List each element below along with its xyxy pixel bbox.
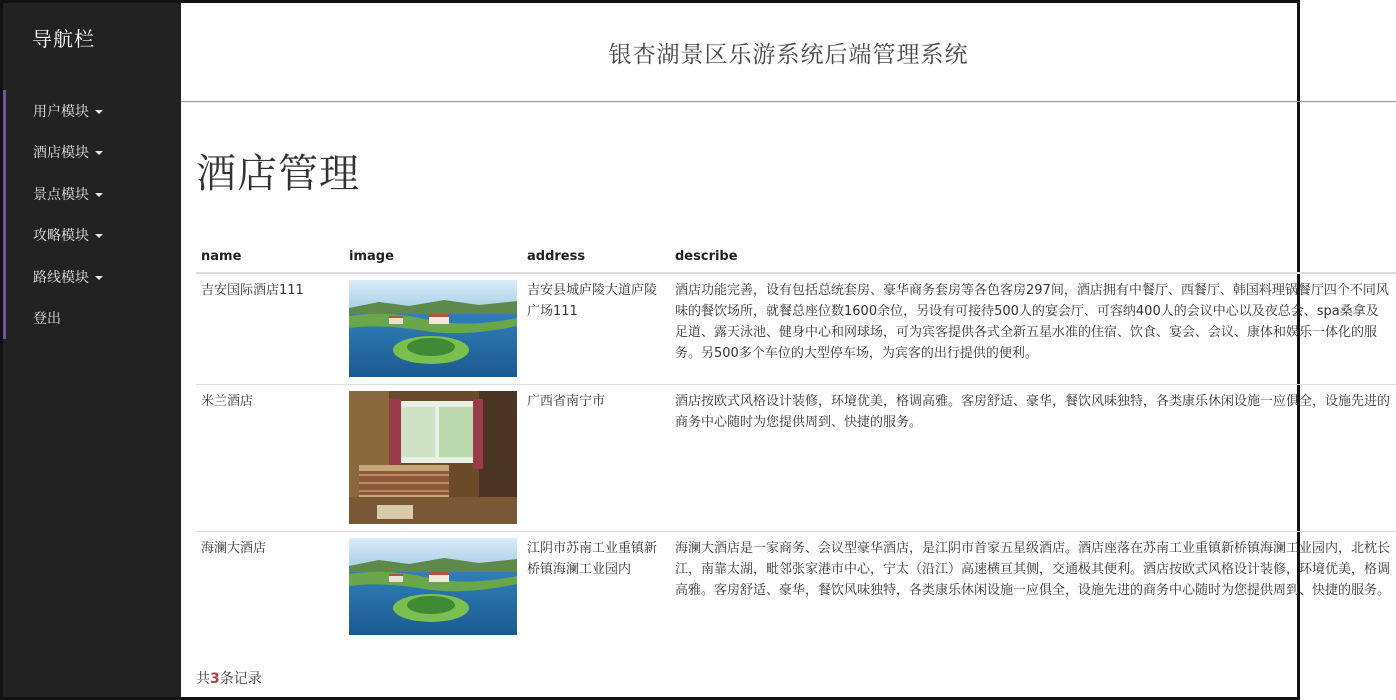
hotel-table-wrapper — [196, 245, 1396, 642]
sidebar — [3, 3, 181, 697]
lake-resort-photo — [349, 280, 517, 377]
sidebar-item-label: 登出 — [33, 311, 61, 328]
main-content — [181, 3, 1396, 697]
table-row — [196, 532, 1396, 643]
hotel-address: 江阴市苏南工业重镇新桥镇海澜工业园内 — [522, 532, 670, 643]
sidebar-item-hotel-module[interactable] — [6, 132, 181, 174]
sidebar-item-label: 景点模块 — [33, 186, 89, 203]
app-title: 银杏湖景区乐游系统后端管理系统 — [608, 41, 969, 68]
sidebar-title: 导航栏 — [32, 27, 95, 51]
sidebar-item-label: 攻略模块 — [33, 228, 89, 245]
hotel-table — [196, 245, 1396, 642]
lake-resort-photo — [349, 538, 517, 635]
record-count-prefix: 共 — [196, 671, 210, 687]
record-count — [196, 668, 1396, 688]
sidebar-item-logout[interactable] — [6, 298, 181, 340]
hotel-name: 海澜大酒店 — [196, 532, 344, 643]
hotel-description: 海澜大酒店是一家商务、会议型豪华酒店，是江阴市首家五星级酒店。酒店座落在苏南工业重镇新桥镇海澜工业园内，北枕长江，南靠太湖，毗邻张家港市中心，宁太（沿江）高速横亘其侧，交通极其便利。酒店按欧式风格设计装修，环境优美，格调高雅。客房舒适、豪华，餐饮风味独特，各类康乐休闲设施一应俱全，设施先进的商务中心随时为您提供周到、快捷的服务。 — [670, 532, 1396, 643]
sidebar-item-route-module[interactable] — [6, 256, 181, 298]
hotel-room-photo — [349, 391, 517, 524]
column-header-describe: describe — [670, 245, 1396, 273]
caret-down-icon — [95, 151, 103, 155]
sidebar-item-scenic-module[interactable] — [6, 173, 181, 215]
page-title: 酒店管理 — [196, 151, 360, 197]
hotel-name: 米兰酒店 — [196, 385, 344, 532]
sidebar-item-label: 路线模块 — [33, 269, 89, 286]
sidebar-item-user-module[interactable] — [6, 90, 181, 132]
sidebar-item-guide-module[interactable] — [6, 215, 181, 257]
hotel-image-cell — [344, 532, 522, 643]
table-row — [196, 385, 1396, 532]
caret-down-icon — [95, 193, 103, 197]
table-row — [196, 273, 1396, 385]
hotel-description: 酒店按欧式风格设计装修，环境优美，格调高雅。客房舒适、豪华，餐饮风味独特，各类康乐休闲设施一应俱全，设施先进的商务中心随时为您提供周到、快捷的服务。 — [670, 385, 1396, 532]
caret-down-icon — [95, 234, 103, 238]
app-header — [181, 3, 1396, 102]
record-count-suffix: 条记录 — [219, 671, 262, 687]
sidebar-item-label: 用户模块 — [33, 103, 89, 120]
caret-down-icon — [95, 276, 103, 280]
hotel-address: 广西省南宁市 — [522, 385, 670, 532]
column-header-address: address — [522, 245, 670, 273]
record-count-number: 3 — [210, 671, 220, 687]
column-header-image: image — [344, 245, 522, 273]
caret-down-icon — [95, 110, 103, 114]
column-header-name: name — [196, 245, 344, 273]
table-header-row — [196, 245, 1396, 273]
hotel-description: 酒店功能完善，设有包括总统套房、豪华商务套房等各色客房297间，酒店拥有中餐厅、西餐厅、韩国料理锅餐厅四个不同风味的餐饮场所，就餐总座位数1600余位，另设有可接待500人的宴会厅、可容纳400人的会议中心以及夜总会、spa桑拿及足道、露天泳池、健身中心和网球场，可为宾客提供各式全新五星水准的住宿、饮食、宴会、会议、康体和娱乐一体化的服务。另500多个车位的大型停车场，为宾客的出行提供的便利。 — [670, 273, 1396, 385]
hotel-image-cell — [344, 385, 522, 532]
hotel-address: 吉安县城庐陵大道庐陵广场111 — [522, 273, 670, 385]
app-root — [3, 3, 1391, 697]
sidebar-nav — [3, 90, 181, 339]
hotel-image-cell — [344, 273, 522, 385]
hotel-name: 吉安国际酒店111 — [196, 273, 344, 385]
sidebar-item-label: 酒店模块 — [33, 145, 89, 162]
